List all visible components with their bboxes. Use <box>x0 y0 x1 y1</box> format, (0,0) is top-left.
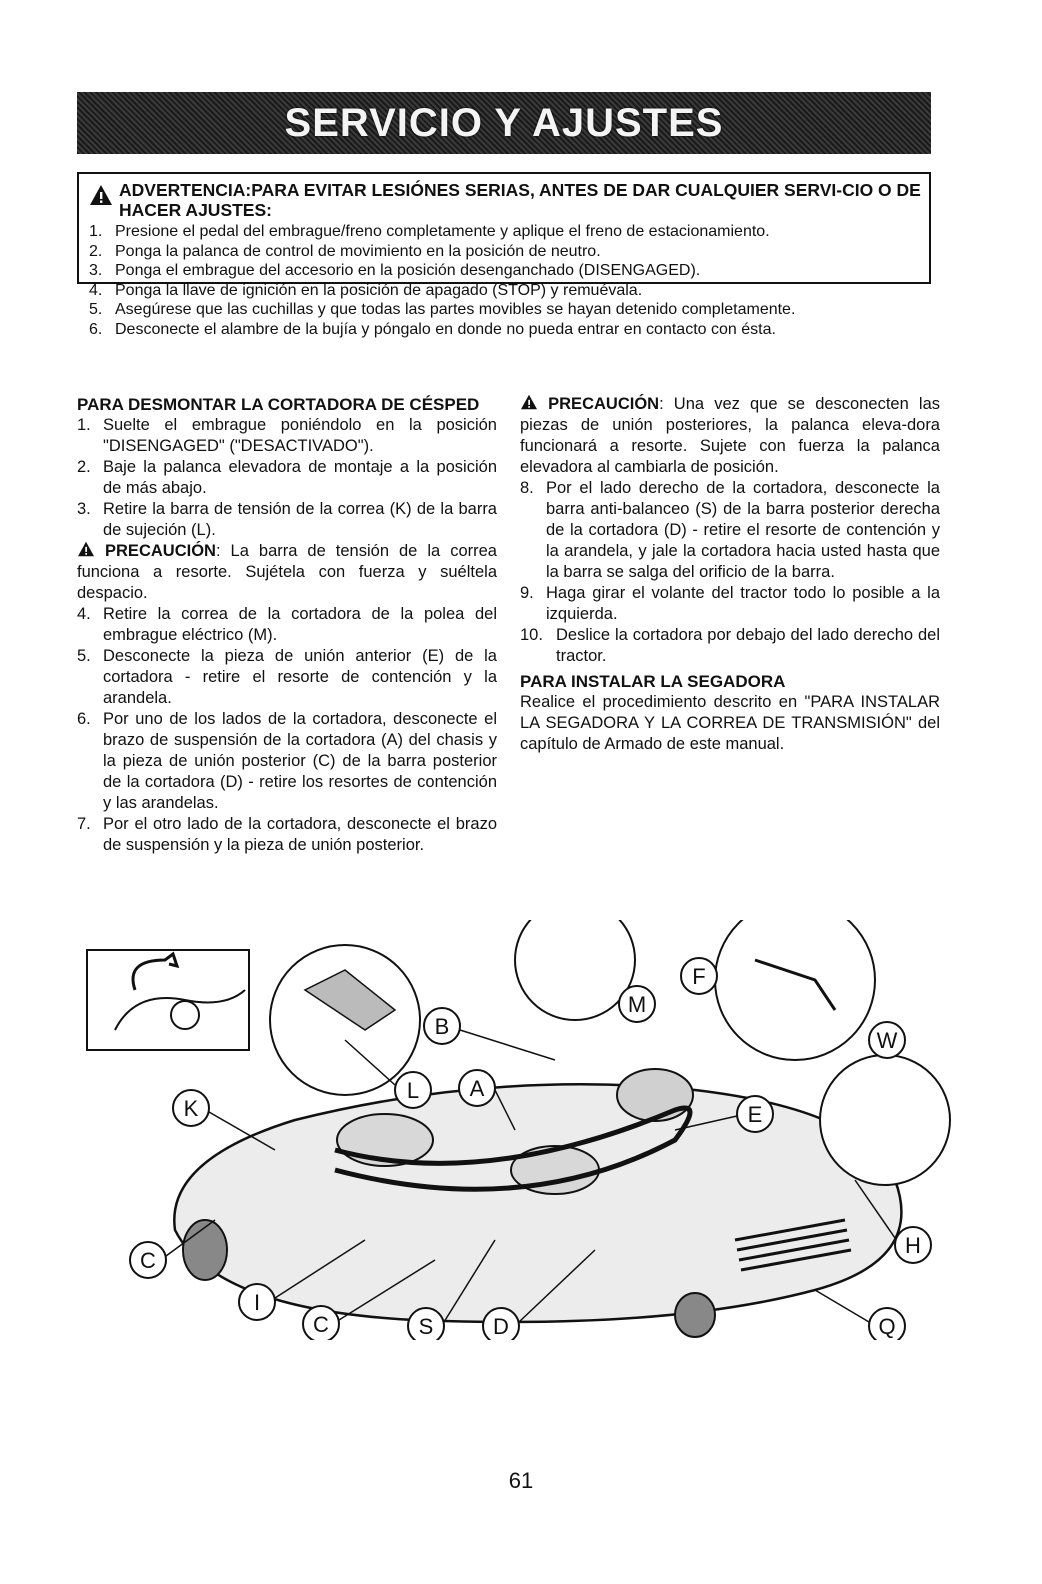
item-number: 2. <box>89 242 103 260</box>
callout-C2 <box>303 1306 339 1340</box>
caution-text: : La barra de tensión de la correa funciona a resorte. Sujétela con fuerza y suéltela despacio. <box>77 542 497 602</box>
warning-item <box>89 320 921 340</box>
warning-list <box>89 222 921 339</box>
step-item <box>77 457 497 499</box>
warning-item <box>89 300 921 320</box>
step-item <box>520 583 940 625</box>
callout-K <box>173 1090 209 1126</box>
step-text: Por el lado derecho de la cortadora, desconecte la barra anti-balanceo (S) de la barra posterior derecha de la cortadora (D) - retire el resorte de contención y la arandela, y jale la cortadora hacia usted hasta que la barra se salga del orificio de la barra. <box>546 479 940 581</box>
warning-triangle-icon <box>89 184 113 206</box>
callout-F <box>681 958 717 994</box>
item-text: Ponga la palanca de control de movimiento en la posición de neutro. <box>115 242 601 260</box>
item-text: Desconecte el alambre de la bujía y póngalo en donde no pueda entrar en contacto con ésta. <box>115 320 776 338</box>
install-text: Realice el procedimiento descrito en "PARA INSTALAR LA SEGADORA Y LA CORREA DE TRANSMISIÓN" del capítulo de Armado de este manual. <box>520 693 940 753</box>
item-number: 3. <box>89 262 103 279</box>
callout-C <box>130 1242 166 1278</box>
step-item <box>520 625 940 667</box>
caution-text: : Una vez que se desconecten las piezas de unión posteriores, la palanca eleva-dora funcionará a resorte. Sujete con fuerza la palanca elevadora al cambiarla de posición. <box>520 395 940 476</box>
callout-S <box>408 1308 444 1340</box>
callout-E <box>737 1096 773 1132</box>
inset-lever <box>115 990 245 1030</box>
callout-label: F <box>692 964 706 989</box>
remove-steps-c <box>520 478 940 667</box>
remove-mower-heading: PARA DESMONTAR LA CORTADORA DE CÉSPED <box>77 395 480 414</box>
callout-label: C <box>140 1248 156 1273</box>
install-mower-heading: PARA INSTALAR LA SEGADORA <box>520 672 786 691</box>
item-text: Ponga la llave de ignición en la posición de apagado (STOP) y remuévala. <box>115 281 643 299</box>
warning-triangle-icon <box>520 394 538 410</box>
wheel-left <box>183 1220 227 1280</box>
step-text: Por uno de los lados de la cortadora, desconecte el brazo de suspensión de la cortadora (A) del chasis y la pieza de unión posterior (C) de la barra posterior de la cortadora (D) - retire los resortes de contención y las arandelas. <box>103 710 497 812</box>
step-number: 2. <box>77 458 91 476</box>
callout-label: D <box>493 1314 509 1339</box>
detail-circle-center <box>515 920 635 1020</box>
step-item <box>77 415 497 457</box>
step-item <box>77 709 497 814</box>
item-text: Presione el pedal del embrague/freno completamente y aplique el freno de estacionamiento. <box>115 223 770 240</box>
callout-label: A <box>469 1076 485 1101</box>
clutch-pulley <box>617 1069 693 1121</box>
item-number: 5. <box>89 301 103 318</box>
step-number: 5. <box>77 647 91 665</box>
step-item <box>520 478 940 583</box>
callout-I <box>239 1284 275 1320</box>
step-number: 1. <box>77 416 91 434</box>
callout-W <box>869 1022 905 1058</box>
callout-label: B <box>434 1014 450 1039</box>
item-text: Ponga el embrague del accesorio en la posición desenganchado (DISENGAGED). <box>115 262 701 279</box>
right-column <box>520 394 940 755</box>
callout-Q <box>869 1308 905 1340</box>
warning-item <box>89 222 921 242</box>
callout-A <box>459 1070 495 1106</box>
warning-item <box>89 261 921 281</box>
callout-label: I <box>253 1290 261 1315</box>
caution-label: PRECAUCIÓN <box>105 542 216 560</box>
step-number: 3. <box>77 500 91 518</box>
callout-label: C <box>313 1312 329 1337</box>
step-text: Suelte el embrague poniéndolo en la posición "DISENGAGED" ("DESACTIVADO"). <box>103 416 497 455</box>
step-number: 4. <box>77 605 91 623</box>
mower-deck-illustration <box>75 920 965 1340</box>
step-text: Retire la correa de la cortadora de la polea del embrague eléctrico (M). <box>103 605 497 644</box>
detail-circle-right <box>715 920 875 1060</box>
detail-circle-left <box>270 945 420 1095</box>
warning-heading <box>89 180 921 220</box>
callout-label: M <box>627 992 647 1017</box>
step-text: Deslice la cortadora por debajo del lado derecho del tractor. <box>556 626 940 665</box>
wing-knob <box>171 1001 199 1029</box>
step-item <box>77 604 497 646</box>
item-number: 4. <box>89 281 103 299</box>
callout-H <box>895 1227 931 1263</box>
warning-box <box>77 172 931 338</box>
item-number: 1. <box>89 223 103 240</box>
step-item <box>77 646 497 709</box>
remove-steps-b <box>77 604 497 856</box>
caution-paragraph <box>520 394 940 478</box>
callout-label: S <box>418 1314 434 1339</box>
warning-triangle-icon <box>77 541 95 557</box>
caution-label: PRECAUCIÓN <box>548 395 660 413</box>
step-number: 10. <box>520 626 543 644</box>
step-number: 9. <box>520 584 534 602</box>
step-text: Desconecte la pieza de unión anterior (E) de la cortadora - retire el resorte de contención y la arandela. <box>103 647 497 707</box>
step-number: 7. <box>77 815 91 833</box>
detail-circle-far-right <box>820 1055 950 1185</box>
warning-title-text: ADVERTENCIA:PARA EVITAR LESIÓNES SERIAS, ANTES DE DAR CUALQUIER SERVI-CIO O DE HACER AJUSTES: <box>119 180 921 220</box>
step-text: Baje la palanca elevadora de montaje a la posición de más abajo. <box>103 458 497 497</box>
warning-item <box>89 281 921 301</box>
item-number: 6. <box>89 320 103 338</box>
warning-item <box>89 242 921 262</box>
left-column <box>77 394 497 856</box>
step-number: 8. <box>520 479 534 497</box>
step-item <box>77 499 497 541</box>
callout-label: H <box>905 1233 921 1258</box>
wheel-right <box>675 1293 715 1337</box>
section-banner <box>77 92 931 154</box>
callout-B <box>424 1008 460 1044</box>
step-number: 6. <box>77 710 91 728</box>
remove-steps-a <box>77 415 497 541</box>
callout-L <box>395 1072 431 1108</box>
caution-paragraph <box>77 541 497 604</box>
section-title: SERVICIO Y AJUSTES <box>284 100 724 145</box>
callout-label: K <box>183 1096 199 1121</box>
mower-deck <box>174 1084 901 1322</box>
callout-label: W <box>876 1028 898 1053</box>
step-text: Por el otro lado de la cortadora, desconecte el brazo de suspensión y la pieza de unión posterior. <box>103 815 497 854</box>
step-item <box>77 814 497 856</box>
page-number: 61 <box>508 1468 534 1493</box>
callout-D <box>483 1308 519 1340</box>
callout-label: Q <box>878 1314 896 1339</box>
callout-M <box>619 986 655 1022</box>
callout-label: L <box>406 1078 420 1103</box>
step-text: Retire la barra de tensión de la correa (K) de la barra de sujeción (L). <box>103 500 497 539</box>
step-text: Haga girar el volante del tractor todo lo posible a la izquierda. <box>546 584 940 623</box>
item-text: Asegúrese que las cuchillas y que todas las partes movibles se hayan detenido completamente. <box>115 301 796 318</box>
callout-label: E <box>747 1102 763 1127</box>
rotate-arrow-icon <box>133 954 177 990</box>
